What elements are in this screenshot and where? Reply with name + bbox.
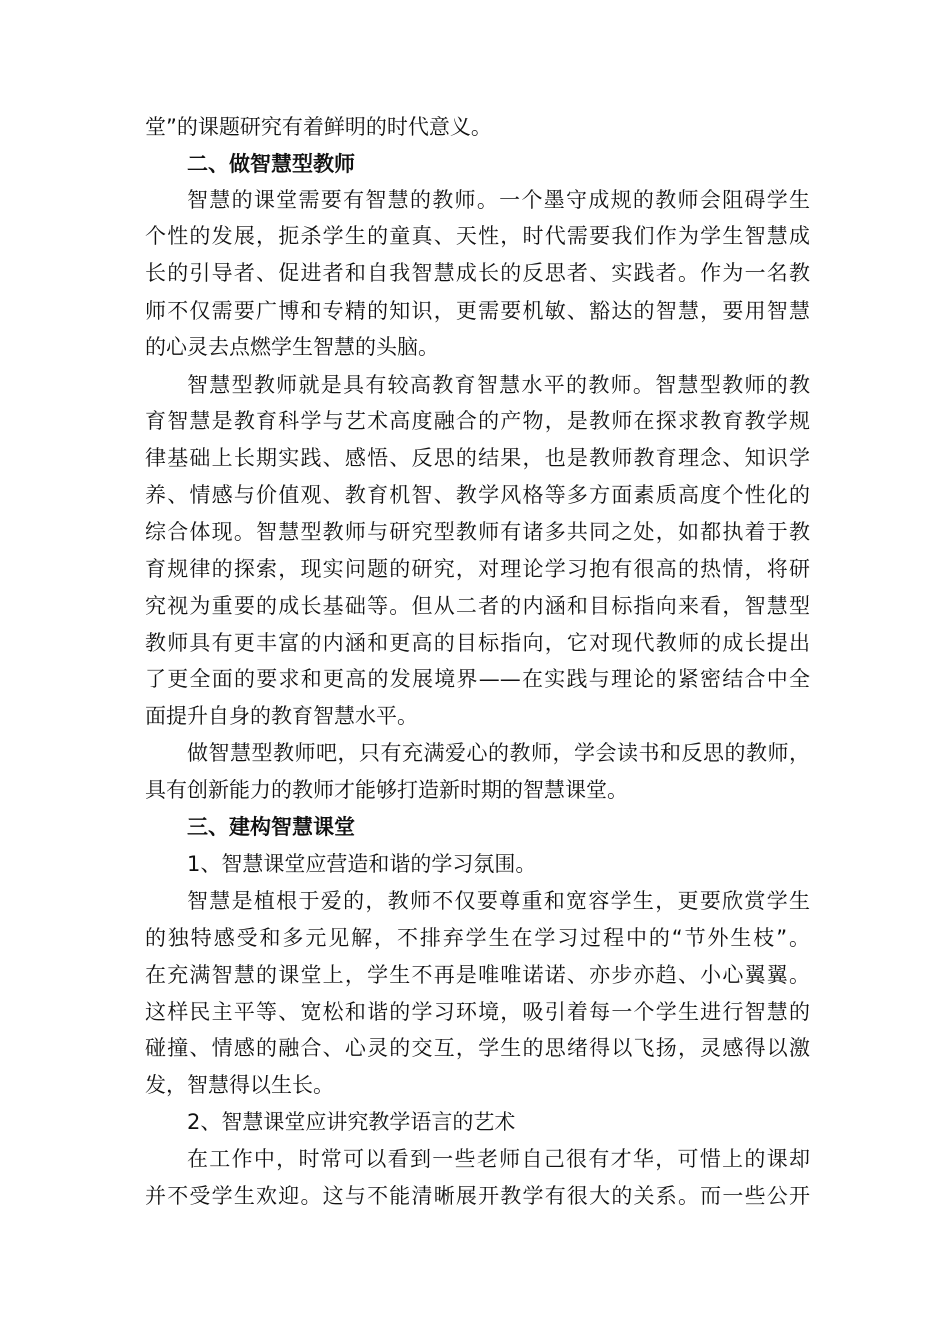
text-line: 这样民主平等、宽松和谐的学习环境，吸引着每一个学生进行智慧的: [145, 1000, 810, 1024]
text-line: 具有创新能力的教师才能够打造新时期的智慧课堂。: [145, 778, 628, 802]
text-line: 的独特感受和多元见解，不排弃学生在学习过程中的“节外生枝”。: [145, 926, 810, 950]
text-line: 了更全面的要求和更高的发展境界——在实践与理论的紧密结合中全: [145, 667, 810, 691]
text-line: 面提升自身的教育智慧水平。: [145, 704, 418, 728]
text-line: 养、情感与价值观、教育机智、教学风格等多方面素质高度个性化的: [145, 483, 810, 507]
text-line: 在工作中，时常可以看到一些老师自己很有才华，可惜上的课却: [187, 1147, 810, 1171]
text-line: 做智慧型教师吧，只有充满爱心的教师，学会读书和反思的教师，: [187, 741, 810, 765]
text-line: 智慧是植根于爱的，教师不仅要尊重和宽容学生，更要欣赏学生: [187, 889, 810, 913]
text-line: 智慧型教师就是具有较高教育智慧水平的教师。智慧型教师的教: [187, 373, 810, 397]
text-line: 堂”的课题研究有着鲜明的时代意义。: [145, 115, 492, 139]
text-line: 智慧的课堂需要有智慧的教师。一个墨守成规的教师会阻碍学生: [187, 188, 810, 212]
text-line: 育智慧是教育科学与艺术高度融合的产物，是教师在探求教育教学规: [145, 409, 810, 433]
subsection-heading: 2、智慧课堂应讲究教学语言的艺术: [187, 1110, 516, 1134]
text-line: 个性的发展，扼杀学生的童真、天性，时代需要我们作为学生智慧成: [145, 224, 810, 248]
text-line: 长的引导者、促进者和自我智慧成长的反思者、实践者。作为一名教: [145, 261, 810, 285]
text-line: 综合体现。智慧型教师与研究型教师有诸多共同之处，如都执着于教: [145, 520, 810, 544]
text-line: 究视为重要的成长基础等。但从二者的内涵和目标指向来看，智慧型: [145, 594, 810, 618]
section-heading: 三、建构智慧课堂: [187, 815, 355, 839]
text-line: 的心灵去点燃学生智慧的头脑。: [145, 335, 439, 359]
text-line: 并不受学生欢迎。这与不能清晰展开教学有很大的关系。而一些公开: [145, 1184, 810, 1208]
text-line: 碰撞、情感的融合、心灵的交互，学生的思绪得以飞扬，灵感得以激: [145, 1036, 810, 1060]
text-line: 在充满智慧的课堂上，学生不再是唯唯诺诺、亦步亦趋、小心翼翼。: [145, 963, 810, 987]
text-line: 律基础上长期实践、感悟、反思的结果，也是教师教育理念、知识学: [145, 446, 810, 470]
subsection-heading: 1、智慧课堂应营造和谐的学习氛围。: [187, 852, 537, 876]
text-line: 发，智慧得以生长。: [145, 1073, 334, 1097]
text-line: 教师具有更丰富的内涵和更高的目标指向，它对现代教师的成长提出: [145, 631, 810, 655]
text-line: 师不仅需要广博和专精的知识，更需要机敏、豁达的智慧，要用智慧: [145, 299, 810, 323]
text-line: 育规律的探索，现实问题的研究，对理论学习抱有很高的热情，将研: [145, 557, 810, 581]
section-heading: 二、做智慧型教师: [187, 152, 355, 176]
